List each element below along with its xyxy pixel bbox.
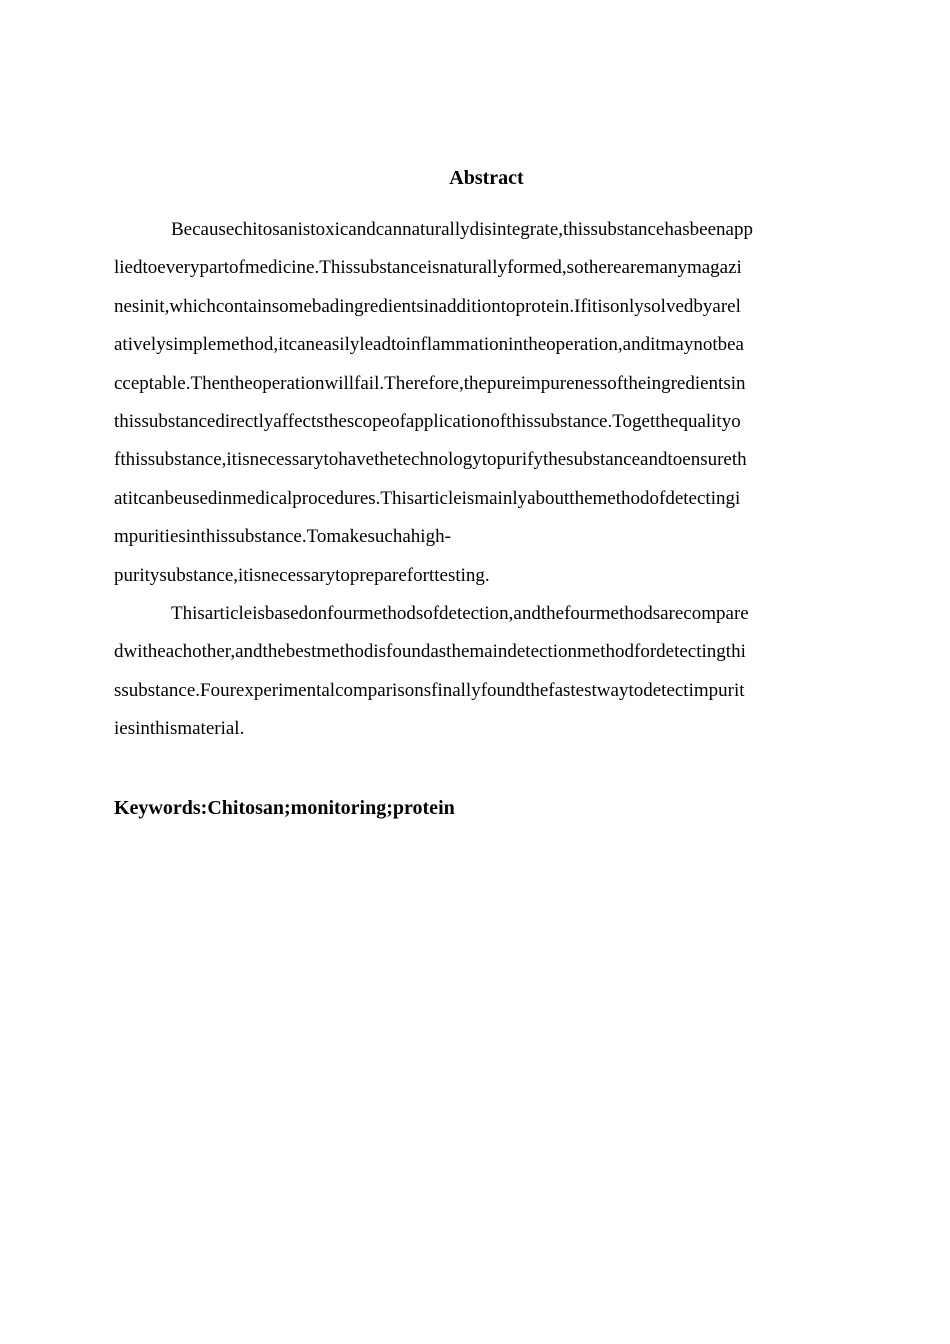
paragraph-line: ativelysimplemethod,itcaneasilyleadtoinflammationintheoperation,anditmaynotbea (114, 334, 744, 356)
abstract-heading: Abstract (449, 167, 524, 189)
paragraph-line: Becausechitosanistoxicandcannaturallydisintegrate,thissubstancehasbeenapp (171, 219, 753, 240)
paragraph-line: dwitheachother,andthebestmethodisfoundasthemaindetectionmethodfordetectingthi (114, 641, 746, 663)
abstract-body (114, 211, 858, 748)
paragraph-line: cceptable.Thentheoperationwillfail.Therefore,thepureimpurenessoftheingredientsin (114, 372, 746, 394)
abstract-paragraph-2 (114, 595, 858, 749)
paragraph-line: nesinit,whichcontainsomebadingredientsinadditiontoprotein.Ifitisonlysolvedbyarel (114, 295, 741, 317)
keywords-line: Keywords:Chitosan;monitoring;protein (114, 797, 455, 819)
abstract-paragraph-1 (114, 211, 858, 595)
paragraph-line: mpuritiesinthissubstance.Tomakesuchahigh- (114, 526, 451, 548)
paragraph-line: thissubstancedirectlyaffectsthescopeofapplicationofthissubstance.Togetthequalityo (114, 410, 741, 432)
paragraph-line: liedtoeverypartofmedicine.Thissubstanceisnaturallyformed,sotherearemanymagazi (114, 257, 742, 279)
paragraph-line: puritysubstance,itisnecessarytoprepareforttesting. (114, 564, 490, 586)
paragraph-line: atitcanbeusedinmedicalprocedures.Thisarticleismainlyaboutthemethodofdetectingi (114, 487, 741, 509)
paragraph-line: iesinthismaterial. (114, 718, 245, 740)
paragraph-line: ssubstance.Fourexperimentalcomparisonsfinallyfoundthefastestwaytodetectimpurit (114, 679, 745, 701)
paragraph-line: fthissubstance,itisnecessarytohavethetechnologytopurifythesubstanceandtoensureth (114, 449, 747, 471)
paragraph-line: Thisarticleisbasedonfourmethodsofdetection,andthefourmethodsarecompare (171, 602, 749, 624)
